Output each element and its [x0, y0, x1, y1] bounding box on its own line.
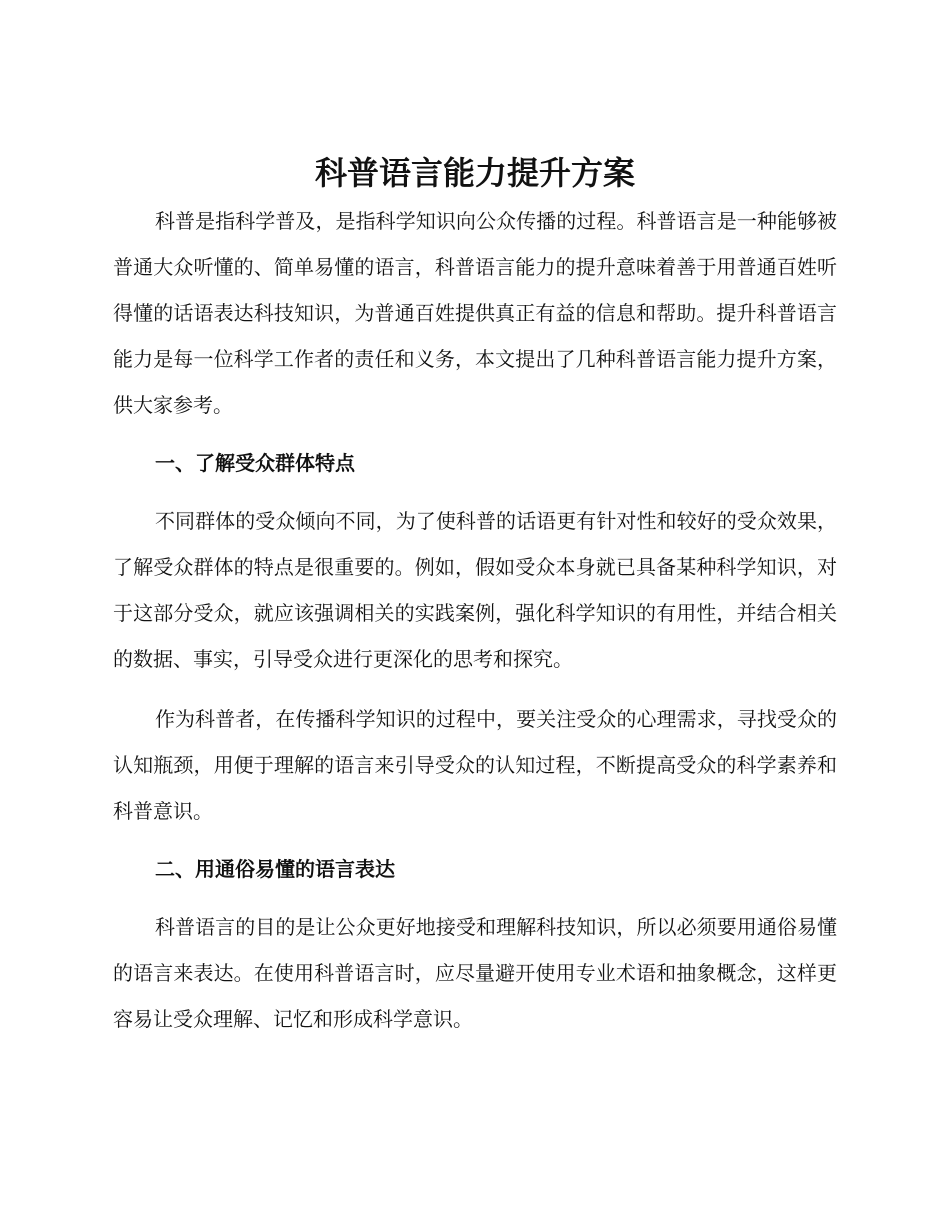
spacer [113, 428, 837, 440]
spacer [113, 682, 837, 696]
spacer [113, 834, 837, 846]
intro-paragraph: 科普是指科学普及，是指科学知识向公众传播的过程。科普语言是一种能够被普通大众听懂的、简单易懂的语言，科普语言能力的提升意味着善于用普通百姓听得懂的话语表达科技知识，为普通百姓提供真正有益的信息和帮助。提升科普语言能力是每一位科学工作者的责任和义务，本文提出了几种科普语言能力提升方案，供大家参考。 [113, 209, 837, 417]
spacer [113, 486, 837, 498]
section-1-paragraph-2: 作为科普者，在传播科学知识的过程中，要关注受众的心理需求，寻找受众的认知瓶颈，用便于理解的语言来引导受众的认知过程，不断提高受众的科学素养和科普意识。 [113, 707, 837, 823]
section-heading-2: 二、用通俗易懂的语言表达 [155, 857, 395, 881]
spacer [113, 892, 837, 904]
section-1-paragraph-1: 不同群体的受众倾向不同，为了使科普的话语更有针对性和较好的受众效果，了解受众群体的特点是很重要的。例如，假如受众本身就已具备某种科学知识，对于这部分受众，就应该强调相关的实践案例，强化科学知识的有用性，并结合相关的数据、事实，引导受众进行更深化的思考和探究。 [113, 509, 837, 671]
document-title: 科普语言能力提升方案 [314, 154, 635, 192]
section-heading-1: 一、了解受众群体特点 [155, 451, 355, 475]
section-2-paragraph-1: 科普语言的目的是让公众更好地接受和理解科技知识，所以必须要用通俗易懂的语言来表达。在使用科普语言时，应尽量避开使用专业术语和抽象概念，这样更容易让受众理解、记忆和形成科学意识。 [113, 915, 837, 1031]
document-body [113, 198, 837, 1042]
